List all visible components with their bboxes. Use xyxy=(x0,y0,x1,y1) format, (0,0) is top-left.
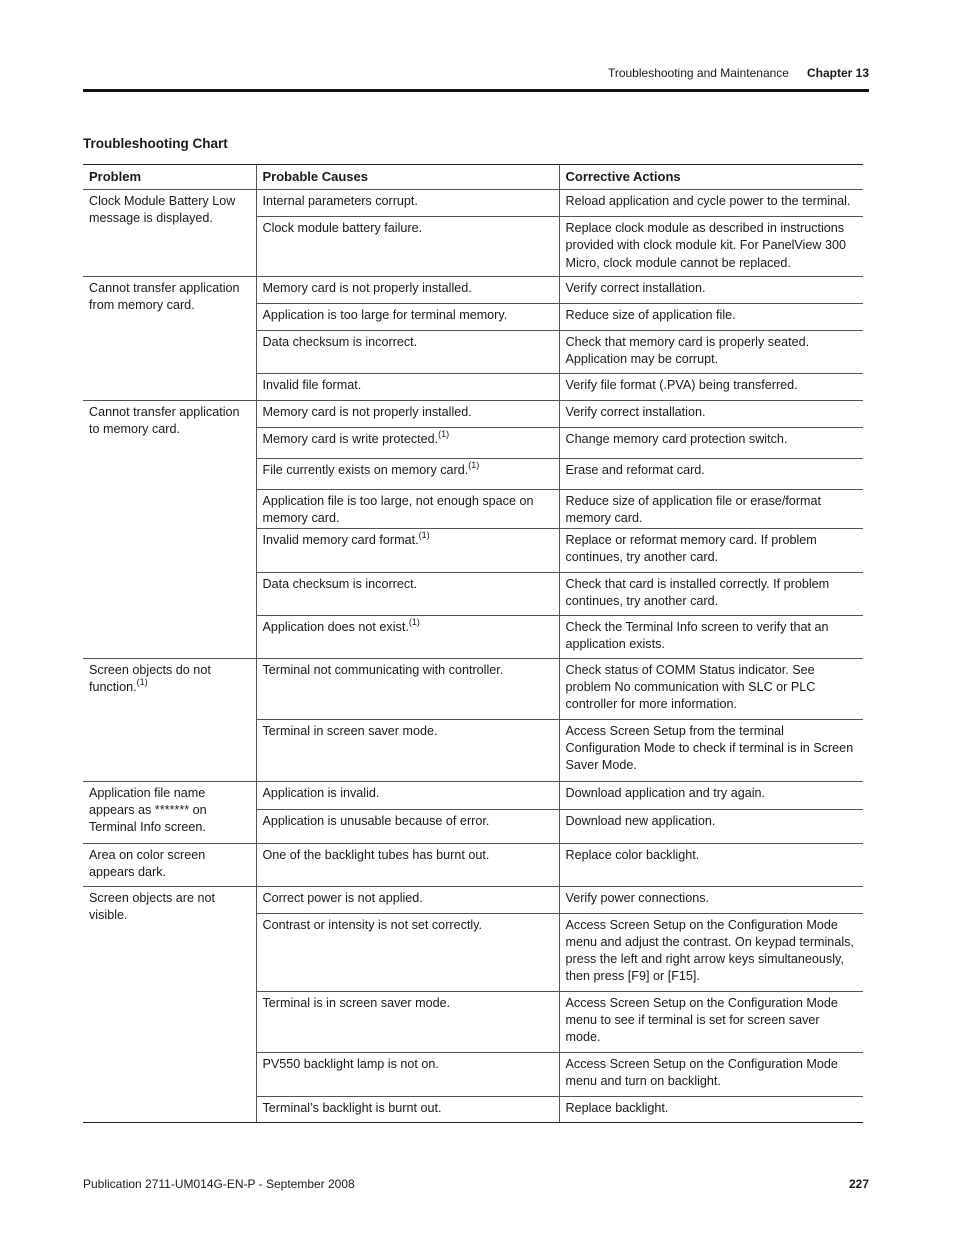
action-cell: Verify correct installation. xyxy=(559,401,863,428)
action-cell: Access Screen Setup from the terminal Configuration Mode to check if terminal is in Screen Saver Mode. xyxy=(559,719,863,781)
table-row xyxy=(83,843,863,886)
page-number: 227 xyxy=(848,1177,869,1191)
running-header xyxy=(608,66,869,80)
problem-cell: Area on color screen appears dark. xyxy=(83,843,256,886)
table-header-row xyxy=(83,165,863,190)
table-row xyxy=(83,277,863,304)
publication-footer: Publication 2711-UM014G-EN-P - September 2008 xyxy=(83,1177,355,1191)
cause-cell: Application is unusable because of error. xyxy=(256,809,559,843)
table-row xyxy=(83,190,863,217)
cause-cell: Application does not exist.$^{(1)}$ xyxy=(256,615,559,658)
chapter-label: Chapter 13 xyxy=(806,66,869,80)
action-cell: Access Screen Setup on the Configuration Mode menu and adjust the contrast. On keypad terminals, press the left and right arrow keys simultaneously, then press [F9] or [F15]. xyxy=(559,913,863,991)
action-cell: Reduce size of application file or erase/format memory card. xyxy=(559,490,863,529)
action-cell: Check that card is installed correctly. If problem continues, try another card. xyxy=(559,572,863,615)
action-cell: Reload application and cycle power to the terminal. xyxy=(559,190,863,217)
section-title: Troubleshooting and Maintenance xyxy=(607,66,789,80)
action-cell: Replace backlight. xyxy=(559,1096,863,1122)
problem-cell: Screen objects do not function.$^{(1)}$ xyxy=(83,658,256,781)
action-cell: Access Screen Setup on the Configuration Mode menu to see if terminal is set for screen saver mode. xyxy=(559,991,863,1052)
action-cell: Replace clock module as described in instructions provided with clock module kit. For PanelView 300 Micro, clock module cannot be replaced. xyxy=(559,217,863,277)
cause-cell: File currently exists on memory card.$^{(1)}$ xyxy=(256,459,559,490)
footnote-marker: (1) xyxy=(438,429,450,439)
action-cell: Check the Terminal Info screen to verify that an application exists. xyxy=(559,615,863,658)
action-cell: Replace color backlight. xyxy=(559,843,863,886)
action-cell: Verify file format (.PVA) being transferred. xyxy=(559,374,863,401)
cause-cell: One of the backlight tubes has burnt out. xyxy=(256,843,559,886)
troubleshooting-table xyxy=(83,164,863,1123)
problem-cell: Cannot transfer application from memory card. xyxy=(83,277,256,401)
cause-cell: Terminal not communicating with controller. xyxy=(256,658,559,719)
cause-cell: Internal parameters corrupt. xyxy=(256,190,559,217)
cause-cell: Terminal’s backlight is burnt out. xyxy=(256,1096,559,1122)
cause-cell: Clock module battery failure. xyxy=(256,217,559,277)
column-header-problem: Problem xyxy=(83,165,256,190)
table-row xyxy=(83,658,863,719)
footnote-marker: (1) xyxy=(136,676,148,687)
action-cell: Verify power connections. xyxy=(559,886,863,913)
cause-cell: Invalid memory card format.$^{(1)}$ xyxy=(256,528,559,572)
cause-cell: Memory card is write protected.$^{(1)}$ xyxy=(256,428,559,459)
cause-cell: Application is too large for terminal memory. xyxy=(256,304,559,331)
column-header-causes: Probable Causes xyxy=(256,165,559,190)
column-header-actions: Corrective Actions xyxy=(559,165,863,190)
table-row xyxy=(83,781,863,809)
problem-cell: Application file name appears as ******* on Terminal Info screen. xyxy=(83,781,256,843)
cause-cell: Memory card is not properly installed. xyxy=(256,401,559,428)
problem-cell: Clock Module Battery Low message is displayed. xyxy=(83,190,256,277)
action-cell: Check that memory card is properly seated. Application may be corrupt. xyxy=(559,331,863,374)
footnote-marker: (1) xyxy=(468,460,480,470)
cause-cell: Data checksum is incorrect. xyxy=(256,572,559,615)
cause-cell: Correct power is not applied. xyxy=(256,886,559,913)
action-cell: Access Screen Setup on the Configuration Mode menu and turn on backlight. xyxy=(559,1052,863,1096)
table-row xyxy=(83,886,863,913)
cause-cell: Application is invalid. xyxy=(256,781,559,809)
problem-cell: Cannot transfer application to memory card. xyxy=(83,401,256,659)
cause-cell: PV550 backlight lamp is not on. xyxy=(256,1052,559,1096)
cause-cell: Terminal is in screen saver mode. xyxy=(256,991,559,1052)
cause-cell: Invalid file format. xyxy=(256,374,559,401)
chart-title: Troubleshooting Chart xyxy=(83,136,228,151)
action-cell: Check status of COMM Status indicator. See problem No communication with SLC or PLC controller for more information. xyxy=(559,658,863,719)
cause-cell: Terminal in screen saver mode. xyxy=(256,719,559,781)
action-cell: Reduce size of application file. xyxy=(559,304,863,331)
header-rule xyxy=(83,89,869,92)
cause-cell: Contrast or intensity is not set correctly. xyxy=(256,913,559,991)
action-cell: Change memory card protection switch. xyxy=(559,428,863,459)
problem-cell: Screen objects are not visible. xyxy=(83,886,256,1122)
table-row xyxy=(83,401,863,428)
cause-cell: Memory card is not properly installed. xyxy=(256,277,559,304)
cause-cell: Application file is too large, not enough space on memory card. xyxy=(256,490,559,529)
action-cell: Erase and reformat card. xyxy=(559,459,863,490)
footnote-marker: (1) xyxy=(418,529,430,540)
cause-cell: Data checksum is incorrect. xyxy=(256,331,559,374)
action-cell: Download application and try again. xyxy=(559,781,863,809)
action-cell: Download new application. xyxy=(559,809,863,843)
footnote-marker: (1) xyxy=(408,616,420,627)
action-cell: Verify correct installation. xyxy=(559,277,863,304)
action-cell: Replace or reformat memory card. If problem continues, try another card. xyxy=(559,528,863,572)
